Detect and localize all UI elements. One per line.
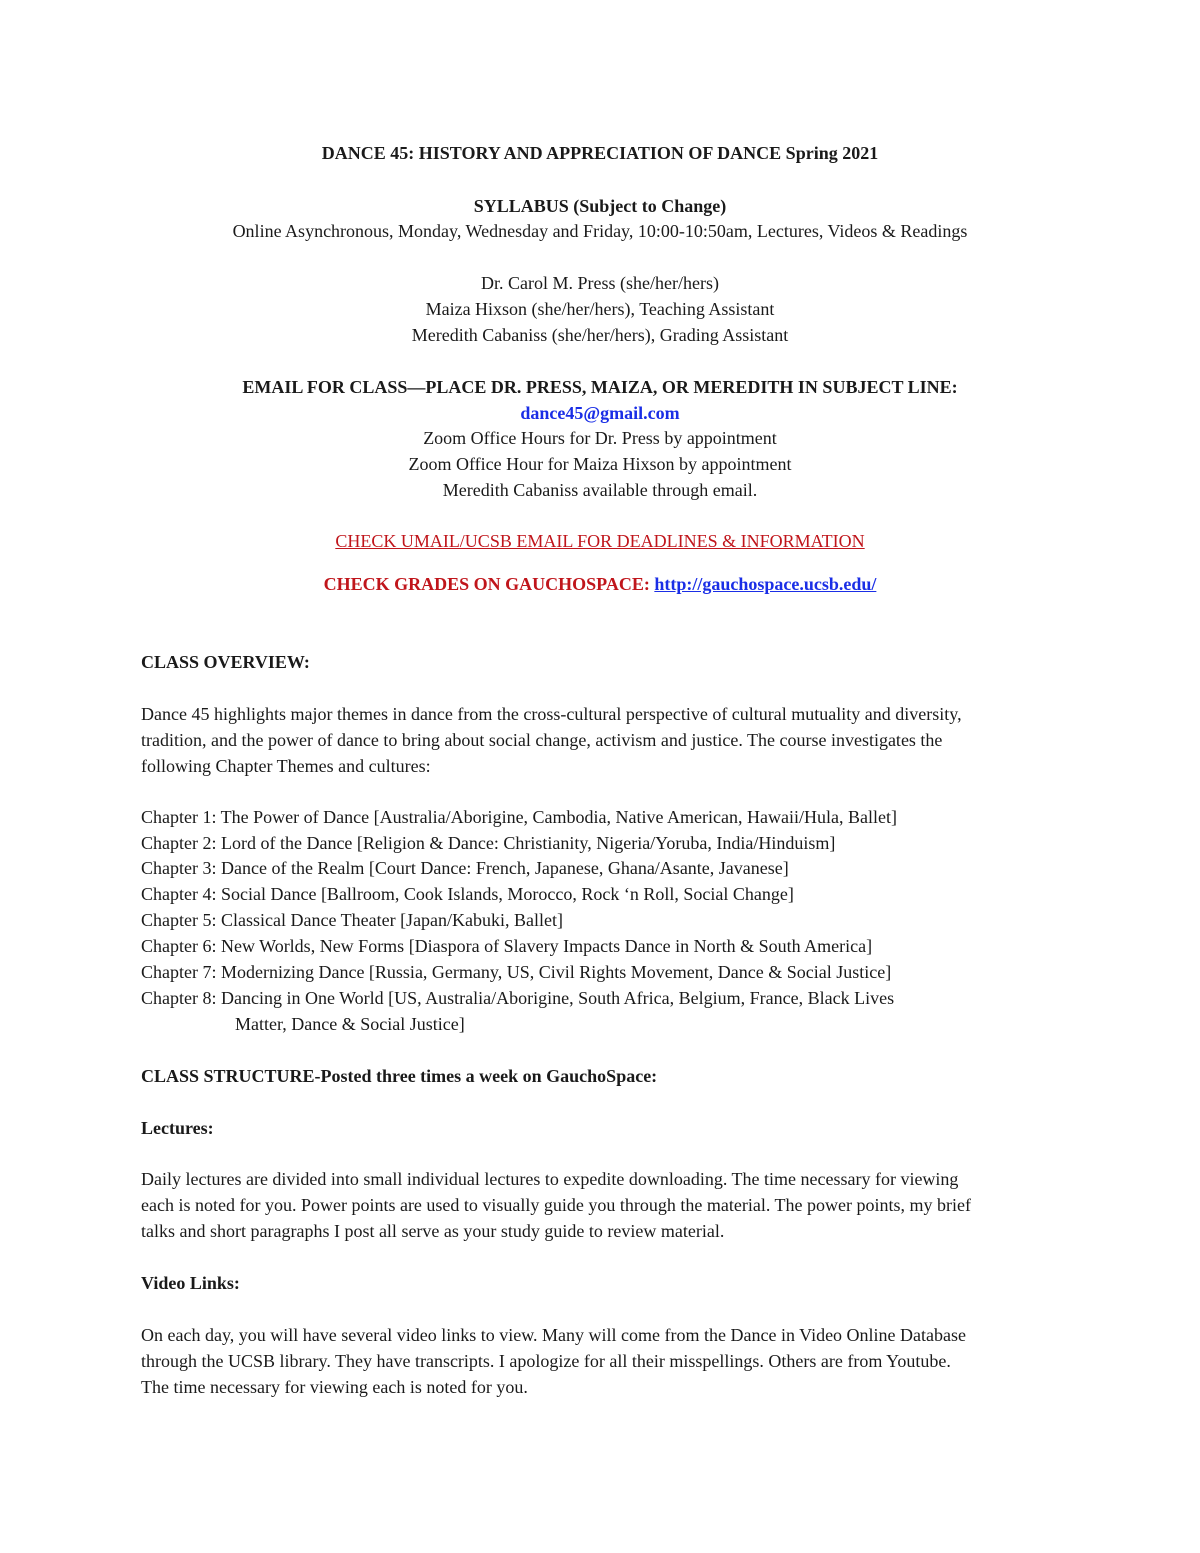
lectures-line-3: talks and short paragraphs I post all serve as your study guide to review material.	[141, 1221, 725, 1241]
chapter-1: Chapter 1: The Power of Dance [Australia/Aborigine, Cambodia, Native American, Hawaii/Hula, Ballet]	[141, 807, 897, 827]
lectures-line-2: each is noted for you. Power points are used to visually guide you through the material. The power points, my brief	[141, 1195, 971, 1215]
video-links-heading: Video Links:	[141, 1273, 240, 1293]
grades-notice	[0, 574, 1200, 594]
class-email[interactable]: dance45@gmail.com	[520, 403, 680, 423]
overview-line-1: Dance 45 highlights major themes in dance from the cross-cultural perspective of cultural mutuality and diversity,	[141, 704, 962, 724]
document-title: DANCE 45: HISTORY AND APPRECIATION OF DANCE Spring 2021	[321, 143, 879, 163]
chapter-3: Chapter 3: Dance of the Realm [Court Dance: French, Japanese, Ghana/Asante, Javanese]	[141, 858, 789, 878]
grades-notice-label: CHECK GRADES ON GAUCHOSPACE:	[323, 574, 650, 594]
chapter-5: Chapter 5: Classical Dance Theater [Japan/Kabuki, Ballet]	[141, 910, 564, 930]
syllabus-heading: SYLLABUS (Subject to Change)	[473, 196, 727, 216]
structure-heading: CLASS STRUCTURE-Posted three times a week on GauchoSpace:	[141, 1066, 658, 1086]
chapter-2: Chapter 2: Lord of the Dance [Religion & Dance: Christianity, Nigeria/Yoruba, India/Hinduism]	[141, 833, 836, 853]
chapter-8-continued: Matter, Dance & Social Justice]	[235, 1014, 465, 1034]
office-hours-hixson: Zoom Office Hour for Maiza Hixson by appointment	[408, 454, 792, 474]
grading-assistant: Meredith Cabaniss (she/her/hers), Grading Assistant	[411, 325, 789, 345]
chapter-4: Chapter 4: Social Dance [Ballroom, Cook Islands, Morocco, Rock ‘n Roll, Social Change]	[141, 884, 794, 904]
course-format: Online Asynchronous, Monday, Wednesday and Friday, 10:00-10:50am, Lectures, Videos & Readings	[232, 221, 968, 241]
chapter-7: Chapter 7: Modernizing Dance [Russia, Germany, US, Civil Rights Movement, Dance & Social Justice]	[141, 962, 892, 982]
gauchospace-link[interactable]: http://gauchospace.ucsb.edu/	[654, 574, 877, 594]
video-line-2: through the UCSB library. They have transcripts. I apologize for all their misspellings. Others are from Youtube.	[141, 1351, 951, 1371]
cabaniss-availability: Meredith Cabaniss available through email.	[442, 480, 758, 500]
overview-line-2: tradition, and the power of dance to bring about social change, activism and justice. The course investigates the	[141, 730, 943, 750]
teaching-assistant: Maiza Hixson (she/her/hers), Teaching Assistant	[425, 299, 775, 319]
overview-line-3: following Chapter Themes and cultures:	[141, 756, 431, 776]
overview-heading: CLASS OVERVIEW:	[141, 652, 310, 672]
chapter-6: Chapter 6: New Worlds, New Forms [Diaspora of Slavery Impacts Dance in North & South America]	[141, 936, 873, 956]
email-heading: EMAIL FOR CLASS—PLACE DR. PRESS, MAIZA, OR MEREDITH IN SUBJECT LINE:	[242, 377, 958, 397]
video-line-1: On each day, you will have several video links to view. Many will come from the Dance in Video Online Database	[141, 1325, 967, 1345]
umail-notice: CHECK UMAIL/UCSB EMAIL FOR DEADLINES & INFORMATION	[335, 531, 865, 551]
video-line-3: The time necessary for viewing each is noted for you.	[141, 1377, 528, 1397]
instructor-name: Dr. Carol M. Press (she/her/hers)	[481, 273, 719, 293]
chapter-8: Chapter 8: Dancing in One World [US, Australia/Aborigine, South Africa, Belgium, France, Black Lives	[141, 988, 895, 1008]
lectures-heading: Lectures:	[141, 1118, 214, 1138]
lectures-line-1: Daily lectures are divided into small individual lectures to expedite downloading. The time necessary for viewing	[141, 1169, 959, 1189]
office-hours-press: Zoom Office Hours for Dr. Press by appointment	[423, 428, 777, 448]
